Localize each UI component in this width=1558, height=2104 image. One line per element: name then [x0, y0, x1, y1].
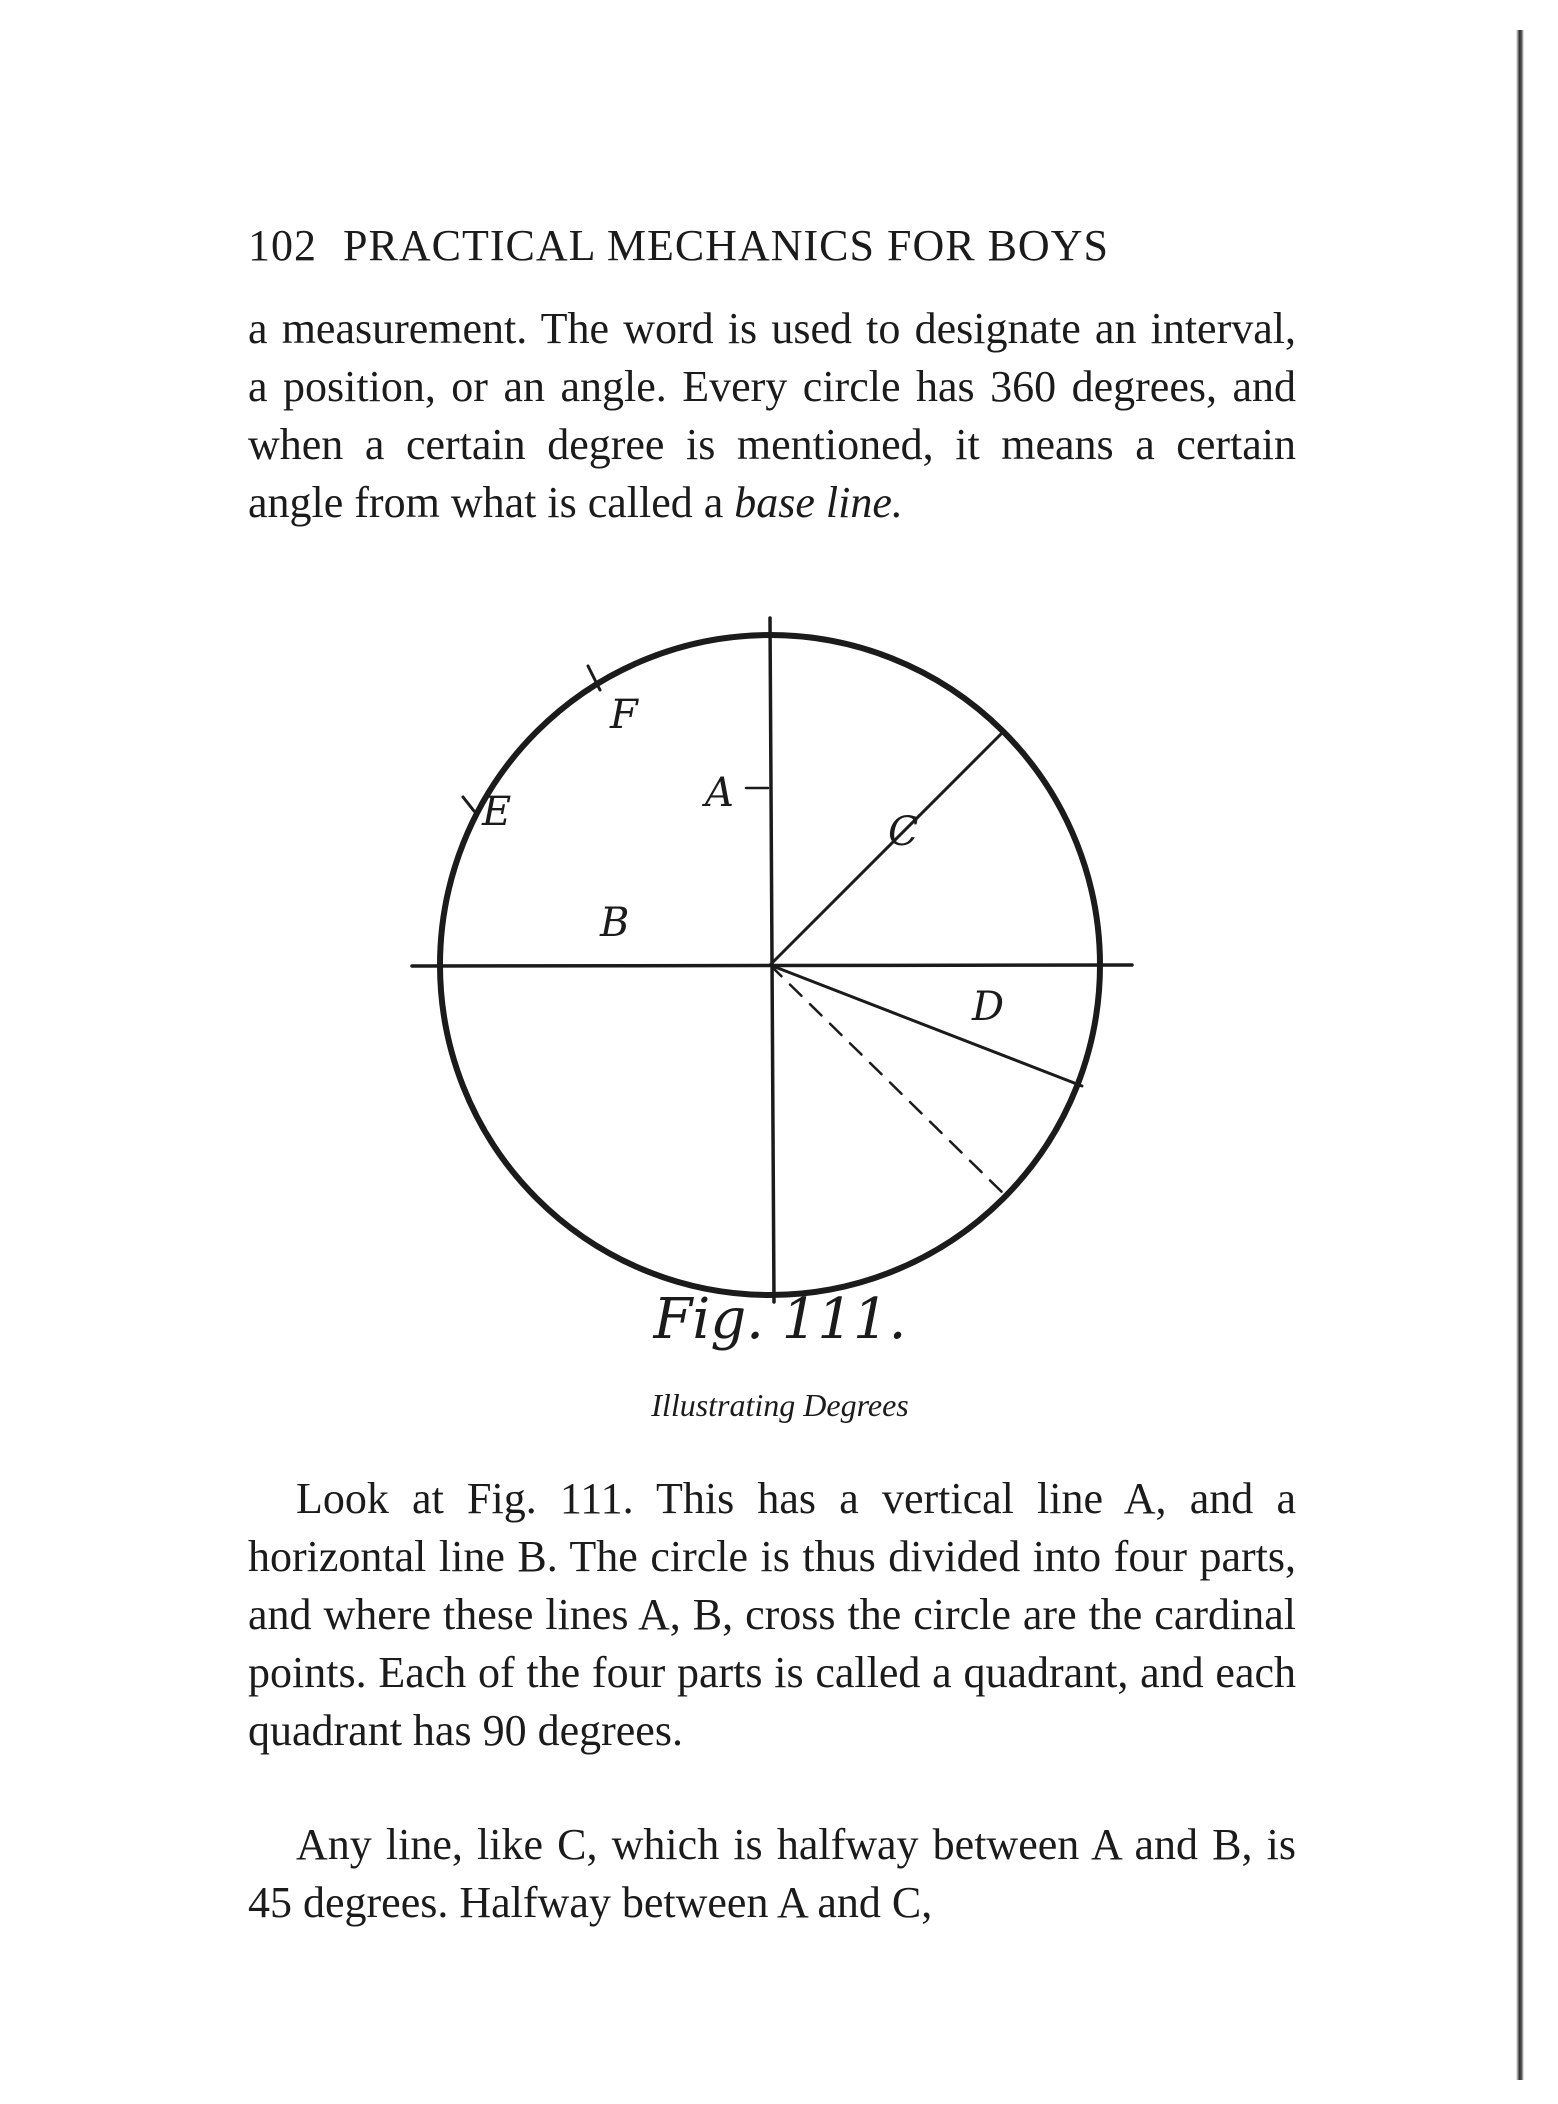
degree-diagram	[400, 600, 1160, 1360]
paragraph-45-degrees: Any line, like C, which is halfway between A and B, is 45 degrees. Halfway between A and C,	[248, 1820, 1296, 1927]
page-edge	[1516, 30, 1524, 2080]
paragraph-quadrants: Look at Fig. 111. This has a vertical line A, and a horizontal line B. The circle is thus divided into four parts, and where these lines A, B, cross the circle are the cardinal points. Each of the four parts is called a quadrant, and each quadrant has 90 degrees.	[248, 1474, 1296, 1755]
figure-caption: Illustrating Degrees	[651, 1387, 909, 1423]
paragraph-intro	[248, 300, 1296, 532]
line-c	[770, 731, 1004, 965]
book-title: PRACTICAL MECHANICS FOR BOYS	[343, 221, 1109, 270]
label-a: A	[705, 770, 734, 816]
label-d: D	[972, 984, 1005, 1030]
paragraph-intro-text: a measurement. The word is used to designate an interval, a position, or an angle. Every circle has 360 degrees, and when a certain degree is mentioned, it means a certain angle from what is called a	[248, 304, 1296, 527]
page-number: 102	[248, 221, 317, 270]
label-b: B	[600, 900, 630, 946]
running-header	[248, 220, 1298, 271]
label-f: F	[610, 692, 638, 738]
label-e: E	[482, 789, 512, 835]
label-c: C	[888, 809, 919, 855]
figure-number: Fig. 111.	[653, 1287, 907, 1352]
tick-e	[463, 797, 474, 811]
line-d	[770, 965, 1082, 1086]
base-line-emphasis: base line.	[734, 478, 903, 527]
